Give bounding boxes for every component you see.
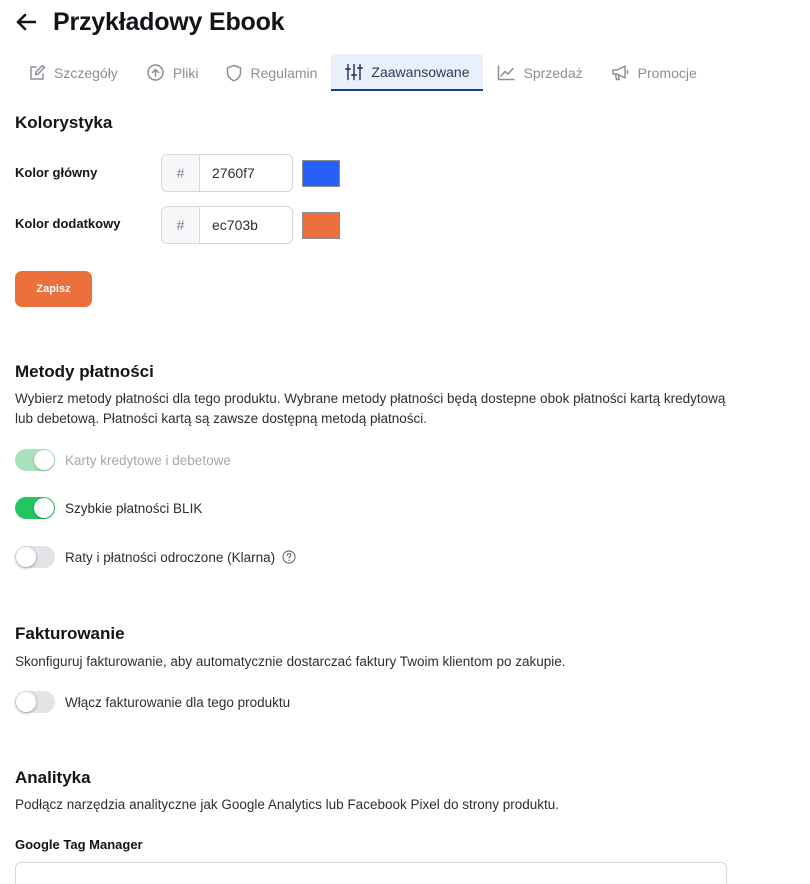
toggle-label: Karty kredytowe i debetowe bbox=[65, 452, 231, 468]
secondary-color-label: Kolor dodatkowy bbox=[15, 216, 121, 231]
cards-toggle[interactable] bbox=[15, 449, 55, 471]
page-header bbox=[15, 8, 284, 36]
toggle-label: Włącz fakturowanie dla tego produktu bbox=[65, 694, 291, 710]
gtm-input[interactable] bbox=[15, 862, 727, 884]
invoicing-option bbox=[15, 691, 290, 713]
tab-bar bbox=[15, 54, 711, 91]
tab-label: Pliki bbox=[172, 64, 199, 81]
payment-method-klarna bbox=[15, 546, 296, 568]
tab-label: Promocje bbox=[637, 64, 697, 81]
colors-section-title: Kolorystyka bbox=[15, 113, 113, 132]
secondary-color-field bbox=[161, 206, 293, 244]
tab-sprzedaz[interactable] bbox=[483, 54, 596, 91]
secondary-color-input[interactable] bbox=[200, 207, 292, 243]
payment-method-cards bbox=[15, 449, 231, 471]
shield-icon bbox=[226, 64, 242, 82]
tab-promocje[interactable] bbox=[597, 54, 711, 91]
invoicing-toggle[interactable] bbox=[15, 691, 55, 713]
invoicing-section-title: Fakturowanie bbox=[15, 624, 125, 643]
tab-szczegoly[interactable] bbox=[15, 54, 132, 91]
edit-icon bbox=[29, 64, 46, 81]
tab-pliki[interactable] bbox=[132, 54, 213, 91]
gtm-label: Google Tag Manager bbox=[15, 837, 143, 852]
toggle-label: Raty i płatności odroczone (Klarna) bbox=[65, 549, 276, 565]
secondary-color-swatch[interactable] bbox=[302, 212, 340, 239]
toggle-knob bbox=[16, 692, 36, 712]
tab-label: Zaawansowane bbox=[371, 63, 470, 80]
primary-color-label: Kolor główny bbox=[15, 165, 98, 180]
help-circle-icon[interactable] bbox=[282, 550, 296, 564]
primary-color-swatch[interactable] bbox=[302, 160, 340, 187]
tab-regulamin[interactable] bbox=[212, 54, 331, 91]
payments-description: Wybierz metody płatności dla tego produktu. Wybrane metody płatności będą dostepne obok płatności kartą kredytową lub debetową. Płatności kartą są zawsze dostępną metodą płatności. bbox=[15, 391, 726, 426]
analytics-section-title: Analityka bbox=[15, 768, 91, 787]
chart-line-icon bbox=[497, 65, 515, 81]
payment-method-blik bbox=[15, 497, 202, 519]
hash-prefix: # bbox=[162, 207, 200, 243]
toggle-label: Szybkie płatności BLIK bbox=[65, 500, 203, 516]
primary-color-field bbox=[161, 154, 293, 192]
toggle-knob bbox=[16, 547, 36, 567]
primary-color-input[interactable] bbox=[200, 155, 292, 191]
blik-toggle[interactable] bbox=[15, 497, 55, 519]
cloud-upload-icon bbox=[146, 64, 165, 81]
analytics-description: Podłącz narzędzia analityczne jak Google Analytics lub Facebook Pixel do strony produktu. bbox=[15, 797, 560, 812]
sliders-icon bbox=[345, 63, 363, 81]
payments-section-title: Metody płatności bbox=[15, 362, 154, 381]
page-title: Przykładowy Ebook bbox=[53, 7, 285, 36]
save-button[interactable]: Zapisz bbox=[15, 271, 92, 307]
klarna-toggle[interactable] bbox=[15, 546, 55, 568]
tab-label: Szczegóły bbox=[54, 64, 118, 81]
hash-prefix: # bbox=[162, 155, 200, 191]
tab-label: Sprzedaż bbox=[523, 64, 583, 81]
invoicing-description: Skonfiguruj fakturowanie, aby automatycznie dostarczać faktury Twoim klientom po zakupie. bbox=[15, 654, 566, 669]
tab-zaawansowane[interactable] bbox=[331, 54, 483, 91]
toggle-knob bbox=[34, 450, 54, 470]
toggle-knob bbox=[34, 498, 54, 518]
megaphone-icon bbox=[611, 64, 630, 81]
arrow-left-icon[interactable] bbox=[15, 11, 37, 33]
tab-label: Regulamin bbox=[250, 64, 318, 81]
